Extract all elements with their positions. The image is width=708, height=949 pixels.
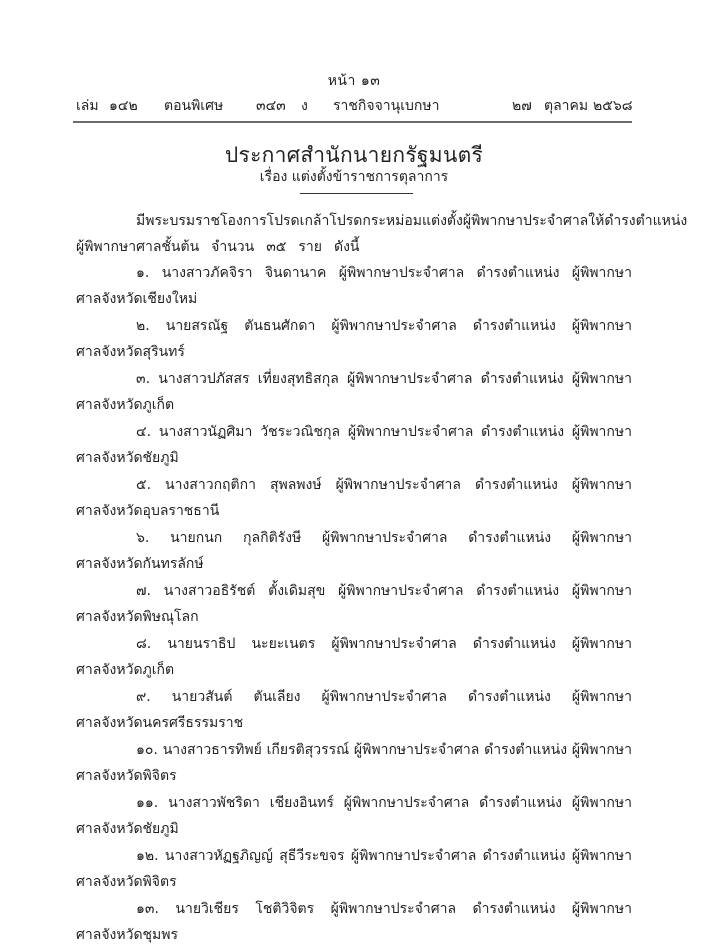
entry-position: ผู้พิพากษา: [571, 848, 632, 864]
entry-action: ดำรงตำแหน่ง: [472, 318, 556, 334]
entry-name: นางสาวปภัสสร: [158, 371, 250, 387]
entry-position: ผู้พิพากษา: [571, 901, 632, 917]
entry-action: ดำรงตำแหน่ง: [479, 795, 562, 811]
entry-court: ศาลจังหวัดภูเก็ต: [76, 662, 175, 678]
entry-surname: สุพลพงษ์: [269, 477, 322, 493]
entry-no: ๑.: [136, 265, 150, 281]
entry-action: ดำรงตำแหน่ง: [467, 689, 551, 705]
entry-line-1: [76, 578, 632, 604]
entry-action: ดำรงตำแหน่ง: [472, 901, 556, 917]
entry-position: ผู้พิพากษา: [571, 424, 632, 440]
issue-label: ตอนพิเศษ: [164, 98, 224, 114]
entry-court: ศาลจังหวัดพิษณุโลก: [76, 609, 199, 625]
appointment-entry: [76, 896, 632, 948]
intro-text: ดังนี้: [334, 239, 360, 255]
entry-court: ศาลจังหวัดนครศรีธรรมราช: [76, 715, 244, 731]
entry-name: นางสาวภัคจิรา: [161, 265, 253, 281]
entry-action: ดำรงตำแหน่ง: [480, 371, 564, 387]
entry-court: ศาลจังหวัดชัยภูมิ: [76, 821, 179, 837]
entry-surname: สุธีวีระขจร: [279, 848, 345, 864]
entry-line-1: [76, 260, 632, 286]
entry-line-1: [76, 737, 632, 763]
entry-no: ๖.: [136, 530, 150, 546]
entry-current: ผู้พิพากษาประจำศาล: [330, 901, 457, 917]
entry-position: ผู้พิพากษา: [571, 795, 632, 811]
entry-name: นางสาวกฤติกา: [165, 477, 256, 493]
appointment-list: [76, 260, 632, 948]
entry-line-1: [76, 366, 632, 392]
entry-action: ดำรงตำแหน่ง: [481, 424, 565, 440]
entry-name: นายนราธิป: [167, 636, 236, 652]
intro-text: จำนวน: [211, 239, 255, 255]
entry-position: ผู้พิพากษา: [571, 689, 632, 705]
entry-action: ดำรงตำแหน่ง: [472, 636, 556, 652]
volume-number: ๑๔๒: [109, 98, 138, 114]
entry-no: ๑๓.: [136, 901, 159, 917]
entry-name: นายวิเชียร: [175, 901, 239, 917]
entry-surname: นะยะเนตร: [251, 636, 316, 652]
entry-no: ๓.: [136, 371, 151, 387]
appointment-entry: [76, 684, 632, 736]
entry-surname: เกียรติสุวรรณ์: [266, 742, 350, 758]
entry-no: ๔.: [136, 424, 152, 440]
entry-no: ๑๐.: [136, 742, 158, 758]
gazette-name: ราชกิจจานุเบกษา: [333, 98, 440, 114]
appointment-entry: [76, 737, 632, 789]
entry-name: นายวสันต์: [171, 689, 233, 705]
date-month: ตุลาคม: [544, 98, 589, 114]
entry-line-1: [76, 896, 632, 922]
announcement-title: ประกาศสำนักนายกรัฐมนตรี: [224, 143, 484, 167]
intro-text: ให้ดำรงตำแหน่ง: [588, 213, 688, 229]
appointment-entry: [76, 843, 632, 895]
entry-court: ศาลจังหวัดเชียงใหม่: [76, 291, 198, 307]
entry-action: ดำรงตำแหน่ง: [476, 583, 560, 599]
entry-line-1: [76, 684, 632, 710]
entry-line-1: [76, 843, 632, 869]
entry-action: ดำรงตำแหน่ง: [482, 848, 566, 864]
appointment-entry: [76, 790, 632, 842]
entry-name: นางสาวธารทิพย์: [162, 742, 262, 758]
entry-no: ๗.: [136, 583, 151, 599]
entry-surname: โชติวิจิตร: [255, 901, 315, 917]
entry-no: ๑๑.: [136, 795, 159, 811]
entry-current: ผู้พิพากษาประจำศาล: [335, 477, 461, 493]
entry-court: ศาลจังหวัดสุรินทร์: [76, 344, 185, 360]
entry-current: ผู้พิพากษาประจำศาล: [343, 795, 470, 811]
appointment-entry: [76, 313, 632, 365]
entry-surname: เที่ยงสุทธิสกุล: [257, 371, 339, 387]
entry-current: ผู้พิพากษาประจำศาล: [347, 371, 473, 387]
entry-current: ผู้พิพากษาประจำศาล: [350, 848, 477, 864]
entry-current: ผู้พิพากษาประจำศาล: [322, 530, 448, 546]
entry-court: ศาลจังหวัดภูเก็ต: [76, 397, 175, 413]
header-divider: [73, 121, 632, 123]
gazette-header: [76, 95, 632, 117]
entry-current: ผู้พิพากษาประจำศาล: [338, 583, 464, 599]
entry-surname: ตั้งเดิมสุข: [268, 583, 326, 599]
entry-position: ผู้พิพากษา: [571, 371, 632, 387]
entry-no: ๘.: [136, 636, 152, 652]
entry-line-1: [76, 631, 632, 657]
entry-no: ๑๒.: [136, 848, 159, 864]
entry-court: ศาลจังหวัดกันทรลักษ์: [76, 556, 204, 572]
entry-position: ผู้พิพากษา: [571, 265, 632, 281]
entry-court: ศาลจังหวัดพิจิตร: [76, 874, 177, 890]
entry-no: ๕.: [136, 477, 152, 493]
entry-position: ผู้พิพากษา: [571, 477, 632, 493]
entry-current: ผู้พิพากษาประจำศาล: [338, 265, 465, 281]
entry-position: ผู้พิพากษา: [571, 318, 632, 334]
entry-no: ๒.: [136, 318, 150, 334]
announcement-subject: เรื่อง แต่งตั้งข้าราชการตุลาการ: [259, 169, 449, 185]
appointment-entry: [76, 260, 632, 312]
entry-surname: กุลกิติรังษี: [243, 530, 302, 546]
entry-name: นายกนก: [170, 530, 223, 546]
date-day: ๒๗: [512, 98, 532, 114]
entry-name: นางสาวนัฏศิมา: [158, 424, 253, 440]
entry-position: ผู้พิพากษา: [571, 530, 632, 546]
appointment-entry: [76, 578, 632, 630]
issue-suffix: ง: [301, 98, 308, 114]
appointment-entry: [76, 631, 632, 683]
appointment-entry: [76, 472, 632, 524]
intro-line-2: [76, 234, 632, 260]
entry-current: ผู้พิพากษาประจำศาล: [331, 318, 457, 334]
entry-position: ผู้พิพากษา: [571, 636, 632, 652]
intro-text: ราย: [298, 239, 322, 255]
entry-court: ศาลจังหวัดพิจิตร: [76, 768, 177, 784]
entry-line-1: [76, 790, 632, 816]
entry-current: ผู้พิพากษาประจำศาล: [321, 689, 447, 705]
entry-name: นางสาวหัฏฐภิญญ์: [164, 848, 273, 864]
entry-line-1: [76, 472, 632, 498]
entry-line-1: [76, 313, 632, 339]
entry-action: ดำรงตำแหน่ง: [484, 742, 568, 758]
entry-name: นายสรณัฐ: [165, 318, 229, 334]
entry-surname: ตันเลียง: [253, 689, 301, 705]
intro-line-1: [76, 208, 688, 234]
entry-action: ดำรงตำแหน่ง: [476, 265, 560, 281]
title-divider: [300, 193, 413, 194]
entry-no: ๙.: [136, 689, 151, 705]
intro-text: ผู้พิพากษาศาลชั้นต้น: [76, 239, 200, 255]
entry-court: ศาลจังหวัดชัยภูมิ: [76, 450, 179, 466]
entry-name: นางสาวพัชริดา: [168, 795, 260, 811]
intro-text: มีพระบรมราชโองการโปรดเกล้าโปรดกระหม่อมแต่งตั้งผู้พิพากษาประจำศาล: [136, 213, 589, 229]
entry-action: ดำรงตำแหน่ง: [468, 530, 552, 546]
entry-surname: วัชระวณิชกุล: [260, 424, 341, 440]
entry-position: ผู้พิพากษา: [571, 583, 632, 599]
entry-current: ผู้พิพากษาประจำศาล: [353, 742, 480, 758]
appointment-entry: [76, 366, 632, 418]
entry-current: ผู้พิพากษาประจำศาล: [347, 424, 474, 440]
entry-court: ศาลจังหวัดชุมพร: [76, 927, 179, 943]
entry-position: ผู้พิพากษา: [571, 742, 632, 758]
entry-court: ศาลจังหวัดอุบลราชธานี: [76, 503, 220, 519]
entry-name: นางสาวอธิรัชต์: [163, 583, 256, 599]
entry-line-1: [76, 419, 632, 445]
announcement-body: [76, 208, 688, 949]
entry-surname: จินดานาค: [264, 265, 327, 281]
entry-surname: เชียงอินทร์: [269, 795, 334, 811]
entry-action: ดำรงตำแหน่ง: [474, 477, 558, 493]
date-year: ๒๕๖๘: [593, 98, 633, 114]
entry-surname: ตันธนศักดา: [244, 318, 316, 334]
entry-line-1: [76, 525, 632, 551]
page-number: หน้า ๑๓: [327, 73, 381, 89]
appointment-entry: [76, 419, 632, 471]
volume-label: เล่ม: [76, 98, 99, 114]
entry-current: ผู้พิพากษาประจำศาล: [331, 636, 457, 652]
appointment-entry: [76, 525, 632, 577]
issue-number: ๓๔๓: [256, 98, 286, 114]
appointee-count: ๓๕: [266, 239, 287, 255]
